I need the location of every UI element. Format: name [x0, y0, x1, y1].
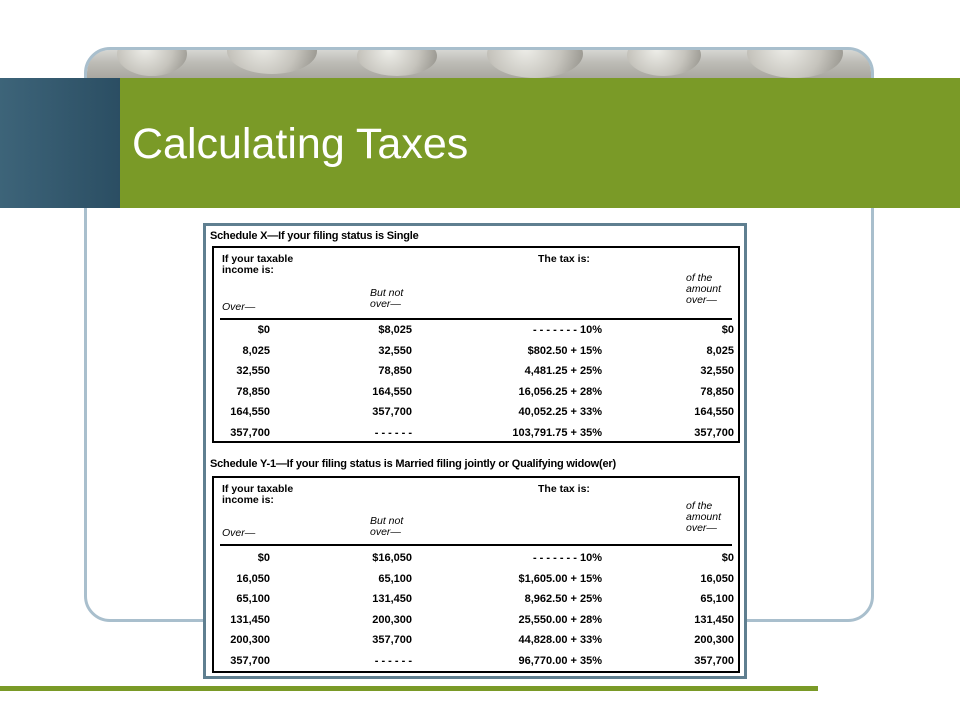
but-not-over-cell: 164,550: [372, 385, 412, 398]
header-taxable-income: If your taxable income is:: [222, 253, 294, 276]
amount-over-cell: 78,850: [700, 385, 734, 398]
table-row: [214, 363, 738, 383]
title-band-left-accent: [0, 78, 120, 208]
over-cell: 16,050: [236, 572, 270, 585]
amount-over-cell: 357,700: [694, 654, 734, 667]
over-cell: 357,700: [230, 654, 270, 667]
table-row: [214, 550, 738, 570]
tax-cell: 4,481.25 + 25%: [524, 365, 602, 377]
header-over: Over—: [222, 301, 256, 313]
tax-schedule-image: [203, 223, 747, 679]
header-but-not-over: But not over—: [370, 287, 404, 310]
amount-over-cell: 200,300: [694, 634, 734, 646]
table-row: [214, 632, 738, 652]
table-row: [214, 343, 738, 363]
but-not-over-cell: $8,025: [378, 324, 412, 336]
but-not-over-cell: 357,700: [372, 634, 412, 646]
but-not-over-cell: 200,300: [372, 613, 412, 626]
header-taxable-income: If your taxable income is:: [222, 483, 294, 506]
but-not-over-cell: 78,850: [378, 365, 412, 377]
but-not-over-cell: 131,450: [372, 593, 412, 605]
table-row: [214, 591, 738, 611]
table-row: [214, 322, 738, 342]
amount-over-cell: 357,700: [694, 426, 734, 439]
table-row: [214, 571, 738, 591]
header-over: Over—: [222, 527, 256, 539]
over-cell: 32,550: [236, 365, 270, 377]
but-not-over-cell: 65,100: [378, 572, 412, 585]
tax-cell: 96,770.00 + 35%: [518, 654, 602, 667]
bottom-accent-line: [0, 686, 818, 691]
tax-cell: $1,605.00 + 15%: [518, 572, 602, 585]
but-not-over-cell: $16,050: [372, 552, 412, 564]
amount-over-cell: $0: [721, 324, 734, 336]
schedule-y1-title: Schedule Y-1—If your filing status is Married filing jointly or Qualifying widow(er): [210, 458, 616, 470]
table-row: [214, 425, 738, 445]
header-tax-is: The tax is:: [538, 253, 590, 265]
table-row: [214, 612, 738, 632]
header-but-not-over: But not over—: [370, 515, 404, 538]
tax-cell: 103,791.75 + 35%: [512, 426, 602, 439]
but-not-over-cell: - - - - - -: [374, 654, 412, 667]
amount-over-cell: 164,550: [694, 406, 734, 418]
header-of-amount-over: of the amount over—: [686, 272, 722, 306]
table-row: [214, 384, 738, 404]
over-cell: 8,025: [242, 344, 270, 357]
slide-title: Calculating Taxes: [132, 120, 469, 168]
amount-over-cell: 32,550: [700, 365, 734, 377]
over-cell: 78,850: [236, 385, 270, 398]
amount-over-cell: 65,100: [700, 593, 734, 605]
but-not-over-cell: - - - - - -: [374, 426, 412, 439]
header-rule: [220, 318, 732, 320]
over-cell: $0: [257, 324, 270, 336]
over-cell: 200,300: [230, 634, 270, 646]
over-cell: 164,550: [230, 406, 270, 418]
amount-over-cell: 16,050: [700, 572, 734, 585]
over-cell: 65,100: [236, 593, 270, 605]
tax-cell: - - - - - - - 10%: [532, 324, 602, 336]
over-cell: 131,450: [230, 613, 270, 626]
header-of-amount-over: of the amount over—: [686, 500, 722, 534]
tax-cell: $802.50 + 15%: [527, 344, 602, 357]
over-cell: 357,700: [230, 426, 270, 439]
but-not-over-cell: 32,550: [378, 344, 412, 357]
amount-over-cell: $0: [721, 552, 734, 564]
tax-cell: - - - - - - - 10%: [532, 552, 602, 564]
amount-over-cell: 131,450: [694, 613, 734, 626]
table-row: [214, 653, 738, 673]
header-rule: [220, 544, 732, 546]
tax-cell: 44,828.00 + 33%: [518, 634, 602, 646]
schedule-y1-table: [212, 476, 740, 673]
amount-over-cell: 8,025: [706, 344, 734, 357]
tax-cell: 40,052.25 + 33%: [518, 406, 602, 418]
but-not-over-cell: 357,700: [372, 406, 412, 418]
tax-cell: 16,056.25 + 28%: [518, 385, 602, 398]
schedule-x-table: [212, 246, 740, 443]
tax-cell: 8,962.50 + 25%: [524, 593, 602, 605]
tax-cell: 25,550.00 + 28%: [518, 613, 602, 626]
header-tax-is: The tax is:: [538, 483, 590, 495]
over-cell: $0: [257, 552, 270, 564]
table-row: [214, 404, 738, 424]
schedule-x-title: Schedule X—If your filing status is Single: [210, 230, 419, 242]
